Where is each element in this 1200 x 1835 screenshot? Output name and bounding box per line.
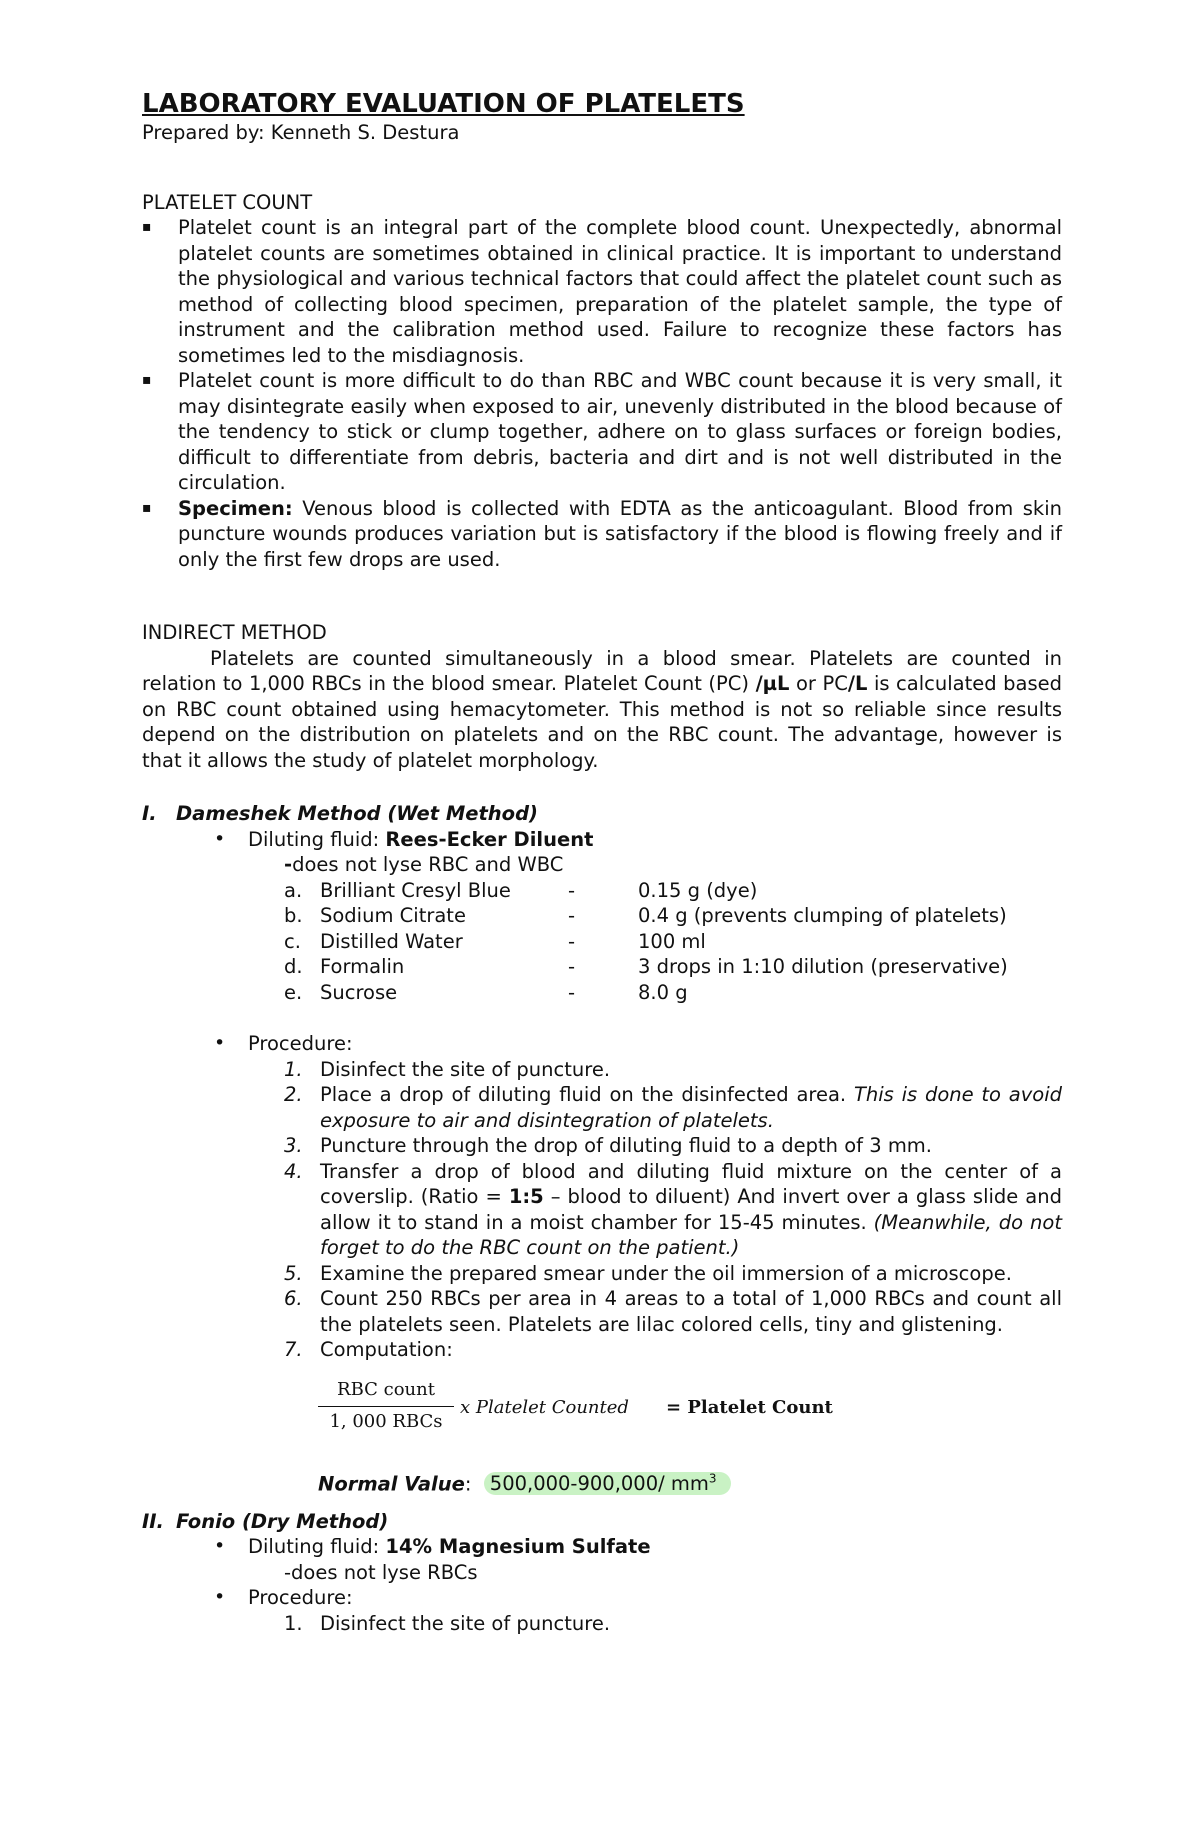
step-number: 2. [284,1083,303,1106]
round-bullet-icon: • [214,1586,226,1608]
diluting-fluid-item [142,827,1062,853]
ingredient-dash: - [568,878,576,902]
step-text: Puncture through the drop of diluting fluid to a depth of 3 mm. [320,1134,933,1157]
ingredient-name: Formalin [320,955,405,978]
ingredient-dash: - [568,904,576,927]
procedure-step [142,1611,1062,1637]
paragraph-text: Platelets are counted simultaneously in a blood smear. Platelets are counted in relation to 1,000 RBCs in the blood smear. Platelet Count (PC) [142,646,1062,695]
ingredient-letter: a. [284,878,303,902]
section-heading-platelet-count: PLATELET COUNT [142,190,313,214]
ingredient-row [142,980,1062,1006]
normal-value-colon: : [464,1472,472,1495]
unit-per-liter: /L [847,672,868,695]
formula-result: = Platelet Count [666,1396,833,1418]
ingredient-dash: - [568,929,576,953]
ingredient-letter: b. [284,904,303,927]
method-number: II. [142,1509,164,1533]
ratio-value: 1:5 [508,1185,544,1208]
procedure-step [142,1133,1062,1159]
ingredient-amount: 0.4 g (prevents clumping of platelets) [638,904,1007,927]
method-heading-dameshek [142,801,1062,827]
paragraph-text: Platelet count is an integral part of the complete blood count. Unexpectedly, abnormal platelet counts are sometimes obtained in clinical practice. It is important to understand the physiological and various technical factors that could affect the platelet count such as method of collecting blood specimen, preparation of the platelet sample, the type of instrument and the calibration method used. Failure to recognize these factors has sometimes led to the misdiagnosis. [178,216,1062,367]
procedure-label: Procedure: [248,1032,353,1055]
diluting-fluid-item [142,1534,1062,1560]
highlighted-normal-value [484,1472,731,1495]
step-number: 6. [284,1287,303,1310]
formula-denominator: 1, 000 RBCs [329,1411,443,1432]
procedure-label: Procedure: [248,1586,353,1609]
ingredient-amount: 100 ml [638,929,706,953]
step-number: 1. [284,1057,303,1081]
step-text: Disinfect the site of puncture. [320,1057,611,1081]
step-text-italic: (Meanwhile, do not forget to do the RBC count on the patient.) [320,1210,1062,1259]
ingredient-dash: - [568,980,576,1004]
step-number: 4. [284,1159,303,1183]
list-item [142,215,1062,368]
step-text: Count 250 RBCs per area in 4 areas to a total of 1,000 RBCs and count all the platelets seen. Platelets are lilac colored cells, tiny and glistening. [320,1287,1062,1336]
square-bullet-icon: ▪ [142,219,152,235]
procedure-step [142,1057,1062,1083]
procedure-step [142,1261,1062,1287]
ingredient-amount: 8.0 g [638,980,688,1004]
square-bullet-icon: ▪ [142,499,152,516]
ingredient-letter: d. [284,955,303,978]
step-text-plain: Place a drop of diluting fluid on the disinfected area. [320,1083,854,1106]
platelet-count-list [142,215,1062,572]
ingredient-row [142,954,1062,980]
ingredient-row [142,878,1062,904]
list-item [142,496,1062,573]
procedure-item [142,1585,1062,1611]
section-heading-indirect-method: INDIRECT METHOD [142,621,327,644]
method-title: Fonio (Dry Method) [176,1509,389,1533]
ingredient-row [142,929,1062,955]
ingredient-name: Distilled Water [320,929,463,953]
round-bullet-icon: • [214,1032,226,1054]
ingredient-name: Sodium Citrate [320,904,466,927]
paragraph-text: or PC [789,672,848,695]
diluting-fluid-label: Diluting fluid: [248,1535,386,1558]
ingredient-letter: c. [284,929,301,953]
formula-numerator: RBC count [318,1377,454,1408]
square-bullet-icon: ▪ [142,372,152,388]
step-number: 7. [284,1338,303,1361]
normal-value-exponent: 3 [708,1471,717,1486]
unit-per-microliter: /µL [755,672,790,695]
list-item [142,368,1062,496]
ingredient-list [142,878,1062,1006]
document-body [142,88,1062,1636]
method-number: I. [142,802,157,825]
paragraph-text: Venous blood is collected with EDTA as the anticoagulant. Blood from skin puncture wounds produces variation but is satisfactory if the blood is flowing freely and if only the first few drops are used. [178,496,1062,571]
normal-value-label: Normal Value [318,1472,465,1495]
ingredient-name: Sucrose [320,980,398,1004]
formula-fraction [318,1377,454,1435]
step-number: 3. [284,1134,303,1157]
step-text [320,1082,1062,1133]
normal-value-text: 500,000-900,000/ mm [489,1472,709,1495]
computation-formula [142,1377,1062,1457]
diluent-note: -does not lyse RBCs [284,1560,478,1584]
procedure-steps [142,1057,1062,1363]
diluting-fluid-name: Rees-Ecker Diluent [385,827,594,851]
procedure-step [142,1082,1062,1133]
ingredient-dash: - [568,955,576,978]
round-bullet-icon: • [214,827,226,850]
procedure-item [142,1031,1062,1057]
step-number: 5. [284,1261,303,1285]
ingredient-amount: 0.15 g (dye) [638,878,758,902]
step-text [320,1159,1062,1261]
step-text: Computation: [320,1338,453,1361]
procedure-step [142,1286,1062,1337]
ingredient-amount: 3 drops in 1:10 dilution (preservative) [638,955,1008,978]
step-text-italic: This is done to avoid exposure to air and disintegration of platelets. [320,1083,1062,1132]
ingredient-row [142,903,1062,929]
formula-multiplier: x Platelet Counted [460,1396,629,1418]
diluting-fluid-label: Diluting fluid: [248,827,386,851]
step-text: Disinfect the site of puncture. [320,1611,611,1635]
document-title: LABORATORY EVALUATION OF PLATELETS [142,89,745,119]
paragraph-text: is calculated based on RBC count obtained using hemacytometer. This method is not so reliable since results depend on the distribution on platelets and on the RBC count. The advantage, however is that it allows the study of platelet morphology. [142,672,1063,772]
procedure-step [142,1337,1062,1363]
method-title: Dameshek Method (Wet Method) [176,802,538,825]
procedure-step [142,1159,1062,1261]
ingredient-name: Brilliant Cresyl Blue [320,878,511,902]
step-text-plain: Transfer a drop of blood and diluting fluid mixture on the center of a coverslip. (Ratio = [320,1159,1062,1208]
method-heading-fonio [142,1509,1062,1535]
step-number: 1. [284,1611,303,1635]
paragraph-text: Platelet count is more difficult to do than RBC and WBC count because it is very small, it may disintegrate easily when exposed to air, unevenly distributed in the blood because of the tendency to stick or clump together, adhere on to glass surfaces or foreign bodies, difficult to differentiate from debris, bacteria and dirt and is not well distributed in the circulation. [178,369,1062,494]
diluting-fluid-name: 14% Magnesium Sulfate [385,1535,651,1558]
step-text: Examine the prepared smear under the oil immersion of a microscope. [320,1261,1012,1285]
step-text-plain: – blood to diluent) And invert over a glass slide and allow it to stand in a moist chamber for 15-45 minutes. [320,1185,1062,1234]
note-text: does not lyse RBC and WBC [292,853,564,876]
specimen-label: Specimen: [178,496,293,520]
ingredient-letter: e. [284,980,303,1004]
round-bullet-icon: • [214,1535,226,1557]
diluent-note [142,852,1062,878]
note-dash: - [284,853,293,876]
indirect-paragraph [142,646,1062,774]
prepared-by: Prepared by: Kenneth S. Destura [142,121,460,144]
normal-value [318,1467,1062,1497]
